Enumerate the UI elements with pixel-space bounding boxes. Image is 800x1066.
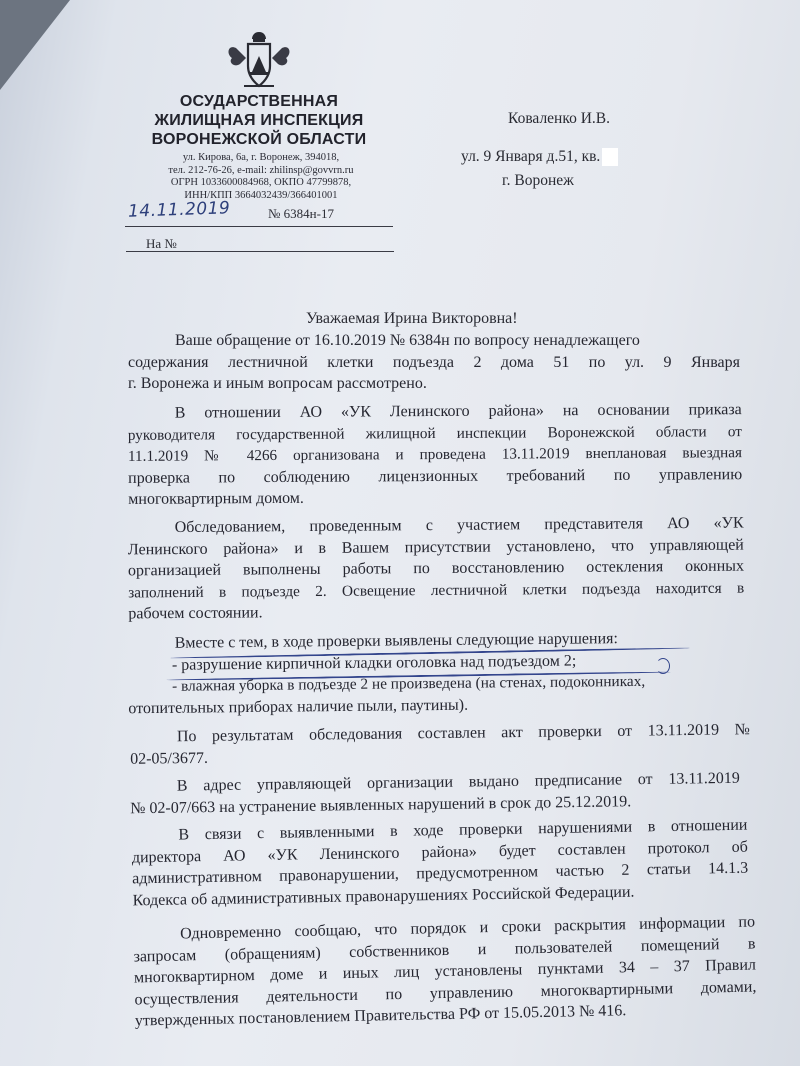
text-line: Вместе с тем, в ходе проверки выявлены следующие нарушения: — [174, 630, 619, 652]
paragraph-1 — [128, 330, 740, 395]
recipient-address-text: ул. 9 Января д.51, кв. — [461, 148, 601, 165]
text-line: № 02-07/663 на устранение выявленных нарушений в срок до 25.12.2019. — [130, 792, 632, 817]
reference-label: На № — [146, 236, 177, 251]
pen-mark — [656, 658, 670, 674]
organization-name — [128, 92, 390, 149]
recipient-city: г. Воронеж — [502, 172, 574, 189]
text-line: 11.1.2019 № 4266 организована и проведена 13.11.2019 внеплановая выездная — [127, 444, 743, 465]
paragraph-5 — [130, 719, 750, 770]
paragraph-7 — [131, 815, 748, 912]
text-line: содержания лестничной клетки подъезда 2 дома 51 по ул. 9 Января — [128, 353, 740, 371]
text-line: многоквартирным домом. — [128, 489, 304, 508]
text-line: руководителя государственной жилищной инспекции Воронежской области от — [127, 422, 742, 444]
org-line: ОСУДАРСТВЕННАЯ — [179, 93, 339, 110]
text-line: директора АО «УК Ленинского района» будет составлен протокол об — [131, 838, 748, 866]
paragraph-6 — [130, 768, 741, 820]
text-line: По результатам обследования составлен акт проверки от 13.11.2019 № — [176, 721, 750, 746]
text-line: проверка по соблюдению лицензионных требований по управлению — [128, 465, 743, 487]
text-line: В связи с выявленными в ходе проверки нарушениями в отношении — [178, 816, 748, 844]
text-line: организацией выполнены работы по восстановлению остекления оконных — [127, 557, 745, 580]
text-line: отопительных приборах наличие пыли, паутины). — [128, 696, 469, 717]
text-line: рабочем состоянии. — [128, 604, 263, 623]
text-line: Обследованием, проведенным с участием представителя АО «УК — [174, 514, 744, 537]
recipient-name: Коваленко И.В. — [508, 110, 611, 127]
text-line: запросам (обращениям) собственников и пользователей помещений в — [133, 934, 756, 966]
requisite-line: ОГРН 1033600084968, ОКПО 47799878, — [170, 177, 352, 188]
requisite-line: ул. Кирова, 6а, г. Воронеж, 394018, — [182, 152, 340, 163]
paragraph-3 — [128, 513, 745, 625]
text-line: Кодекса об административных правонарушениях Российской Федерации. — [132, 883, 635, 909]
org-line: ВОРОНЕЖСКОЙ ОБЛАСТИ — [151, 131, 367, 148]
text-line: - влажная уборка в подъезде 2 не произведена (на стенах, подоконниках, — [172, 672, 646, 695]
coat-of-arms-icon — [224, 28, 294, 90]
paragraph-2 — [128, 399, 743, 510]
requisite-line: ИНН/КПП 3664032439/366401001 — [184, 189, 338, 201]
text-line: Одновременно сообщаю, что порядок и сроки раскрытия информации по — [179, 913, 756, 943]
text-line: многоквартирном доме и иных лиц установлены пунктами 34 – 37 Правил — [133, 956, 757, 987]
requisite-line: тел. 212-76-26, e-mail: zhilinsp@govvrn.ru — [168, 164, 354, 176]
paragraph-8 — [133, 911, 757, 1032]
background-corner — [0, 0, 70, 90]
text-line: утвержденных постановлением Правительства РФ от 15.05.2013 № 416. — [134, 1002, 627, 1030]
text-line: заполнений в подъезде 2. Освещение лестничной клетки подъезда находится в — [128, 579, 745, 601]
text-line: В адрес управляющей организации выдано предписание от 13.11.2019 — [176, 769, 740, 795]
org-line: ЖИЛИЩНАЯ ИНСПЕКЦИЯ — [154, 112, 364, 129]
paragraph-4 — [128, 627, 749, 719]
reference-underline — [126, 251, 394, 252]
text-line: административном правонарушении, предусмотренном частью 2 статьи 14.1.3 — [132, 859, 749, 888]
text-line: осуществления деятельности по управлению многоквартирными домами, — [134, 977, 757, 1009]
handwritten-date: 14.11.2019 — [127, 198, 231, 222]
organization-requisites — [136, 152, 386, 202]
recipient-address — [461, 148, 618, 166]
text-line: г. Воронежа и иным вопросам рассмотрено. — [128, 375, 427, 392]
text-line: Ленинского района» и в Вашем присутствии установлено, что управляющей — [127, 536, 744, 558]
text-line: В отношении АО «УК Ленинского района» на основании приказа — [174, 401, 742, 422]
text-line: 02-05/3677. — [130, 749, 209, 768]
outgoing-number: № 6384н-17 — [268, 206, 334, 221]
salutation: Уважаемая Ирина Викторовна! — [306, 310, 518, 327]
text-line: Ваше обращение от 16.10.2019 № 6384н по вопросу ненадлежащего — [175, 332, 640, 349]
text-line: - разрушение кирпичной кладки оголовка над подъездом 2; — [171, 652, 577, 674]
redaction-box — [602, 148, 618, 166]
